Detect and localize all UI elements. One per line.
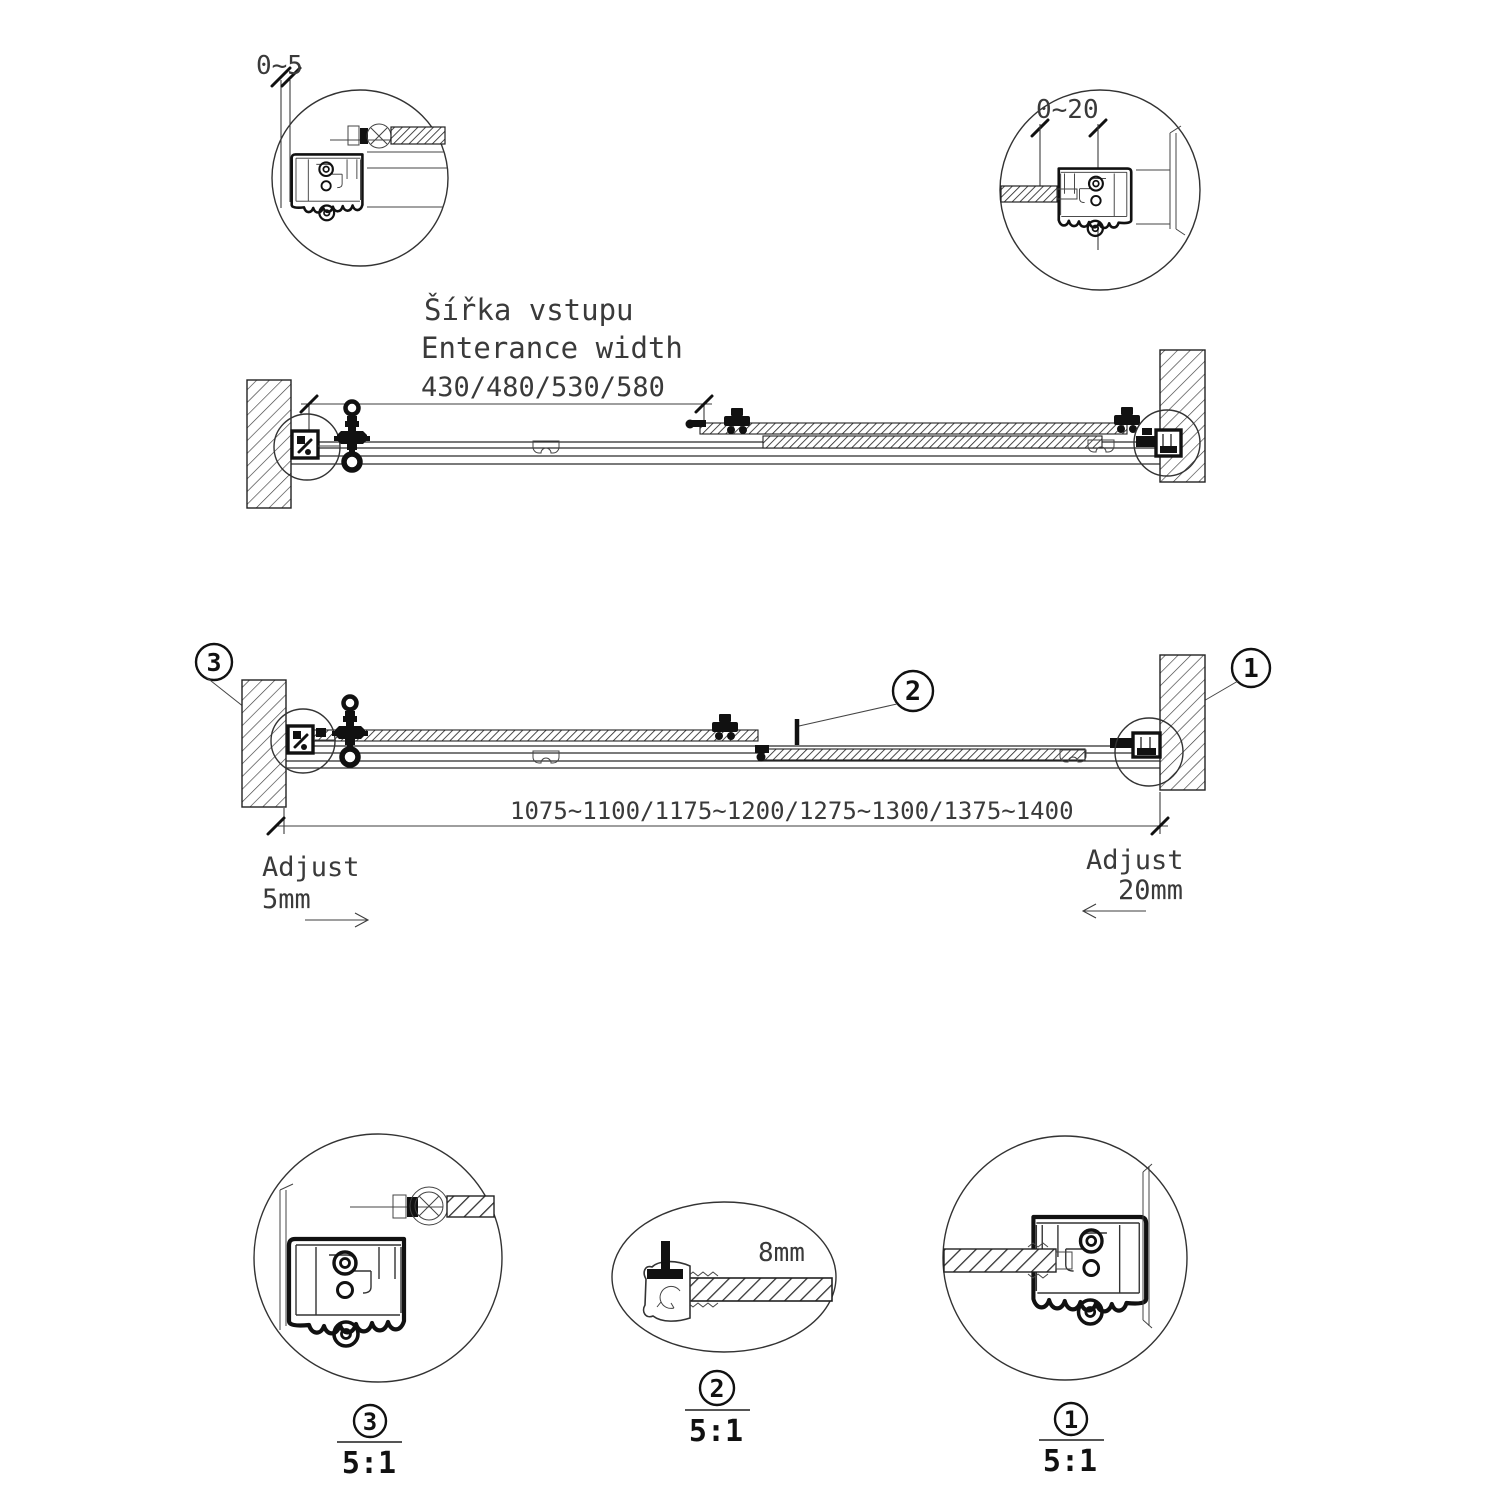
wall-left [247,380,291,508]
overall-width-values: 1075~1100/1175~1200/1275~1300/1375~1400 [510,797,1074,825]
wall-profile-bracket [289,1239,404,1346]
glass-panel-edge [391,127,445,144]
wall-bracket-right [1136,428,1181,456]
entrance-dimension [301,404,712,430]
detail-2-scale: 5:1 [688,1414,744,1449]
wall-left [242,680,286,807]
detail-3 [254,1134,502,1481]
wall-bracket-left [288,726,313,753]
adjust-right-value: 20mm [1118,875,1184,906]
wall-profile-bracket [1059,169,1131,236]
glass-thickness-label: 8mm [758,1238,805,1268]
hinge-knob-assembly [332,697,368,766]
wall-bracket-left [292,431,318,458]
detail-1 [943,1136,1187,1479]
adjust-pin-base [647,1269,683,1279]
detail-3-number: 3 [362,1408,378,1436]
detail-3-scale: 5:1 [341,1446,397,1481]
gap-right-label: 0~20 [1036,95,1099,125]
wall-flange-profile [1136,126,1185,235]
glass-panel-fixed [700,423,1127,434]
detail-1-scale: 5:1 [1042,1444,1098,1479]
adjust-left-value: 5mm [262,884,311,915]
callout-1-number: 1 [1243,654,1259,684]
top-right-gap-detail [1000,90,1200,290]
overall-width-view [196,644,1270,927]
entrance-width-view [247,293,1205,508]
adjust-right-word: Adjust [1086,845,1184,876]
callout-3-number: 3 [206,648,222,677]
track-clip [533,441,559,453]
glass-panel-edge [1001,186,1057,202]
callout-2-number: 2 [904,676,922,707]
detail-1-number: 1 [1063,1406,1079,1434]
entrance-label-en: Enterance width [421,331,683,365]
wall-profile-bracket [292,154,363,220]
arrow-right-icon [305,913,368,927]
panel-end-fitting [316,728,326,737]
arrow-left-icon [1083,904,1146,918]
callout-2 [797,671,933,745]
detail-2-number: 2 [709,1374,725,1403]
glass-panel-sliding [764,749,1085,760]
entrance-width-values: 430/480/530/580 [421,372,665,403]
top-left-gap-detail [256,51,448,266]
glass-panel-fixed [300,730,758,741]
gap-extension-lines [281,80,290,208]
glass-panel-edge [447,1196,494,1217]
detail-2-label [685,1371,750,1449]
detail-1-label [1039,1403,1104,1479]
panel-end-profile [644,1241,690,1321]
glass-panel-sliding [763,436,1102,448]
profile-lines [367,152,447,207]
hinge-knob-assembly [334,402,370,471]
gap-left-label: 0~5 [256,51,303,81]
detail-2 [612,1202,836,1449]
adjust-left-word: Adjust [262,852,360,883]
glass-panel-edge [944,1249,1056,1272]
wall-right [1160,350,1205,482]
adjust-right [1083,845,1184,918]
detail-3-label [337,1405,402,1481]
entrance-label-cz: Šířka vstupu [424,293,634,327]
glass-panel-edge [688,1278,832,1301]
adjust-left [262,852,368,927]
